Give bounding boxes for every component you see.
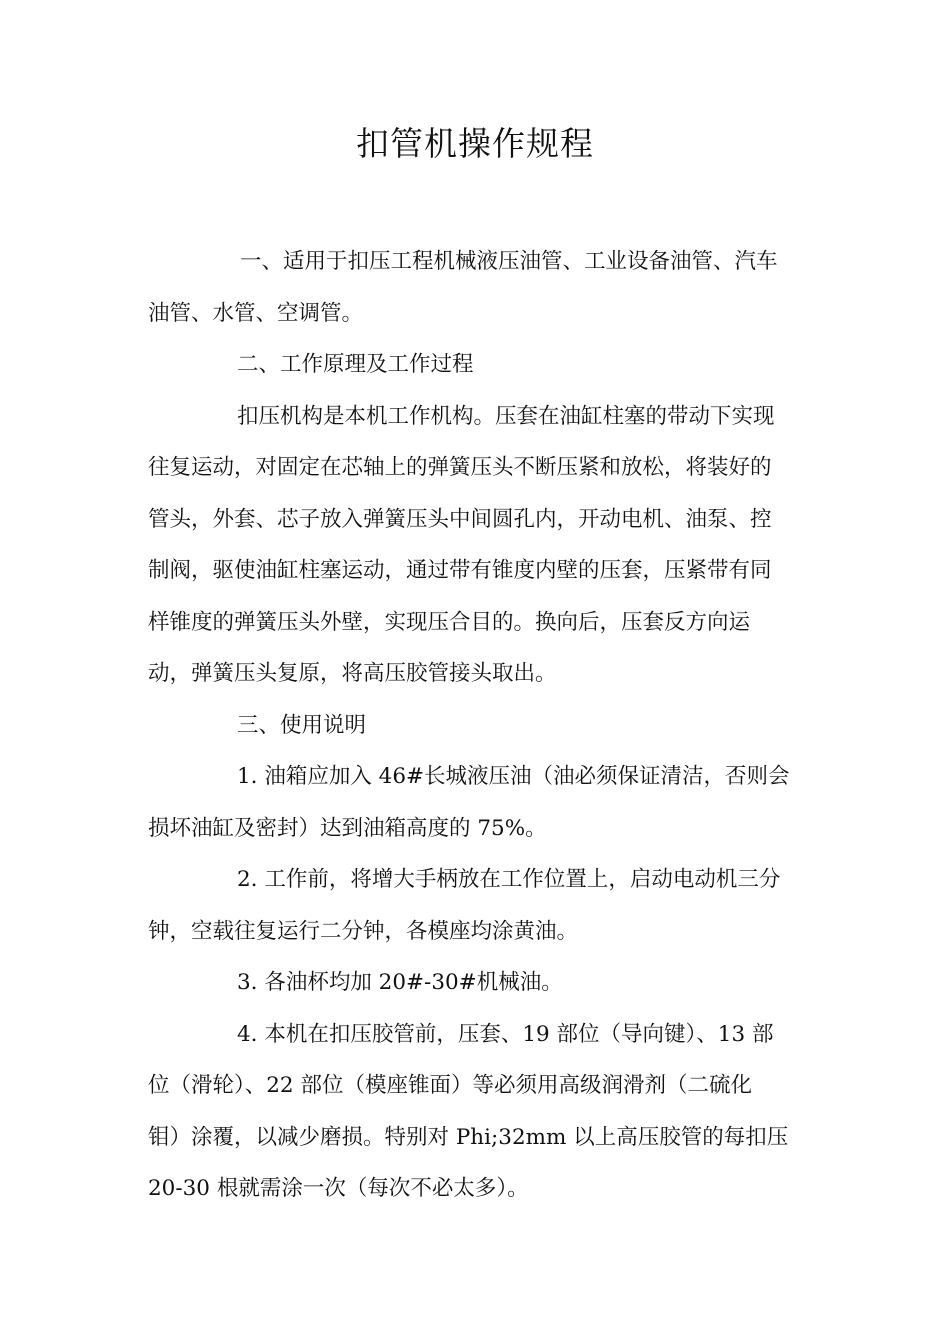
paragraph-line: 扣压机构是本机工作机构。压套在油缸柱塞的带动下实现 xyxy=(237,403,775,429)
list-item-line: 损坏油缸及密封）达到油箱高度的 75%。 xyxy=(148,815,547,841)
section-heading: 三、使用说明 xyxy=(237,712,367,738)
document-body xyxy=(148,236,808,1215)
list-item-line: 4. 本机在扣压胶管前，压套、19 部位（导向键）、13 部 xyxy=(237,1021,774,1047)
list-item-line: 钼）涂覆，以减少磨损。特别对 Phi;32mm 以上高压胶管的每扣压 xyxy=(148,1124,789,1150)
list-item-line: 1. 油箱应加入 46#长城液压油（油必须保证清洁，否则会 xyxy=(237,764,790,789)
paragraph-line: 油管、水管、空调管。 xyxy=(148,300,364,326)
document-title: 扣管机操作规程 xyxy=(356,124,594,163)
list-item-line: 钟，空载往复运行二分钟，各模座均涂黄油。 xyxy=(148,918,579,944)
paragraph-line: 往复运动，对固定在芯轴上的弹簧压头不断压紧和放松，将装好的 xyxy=(148,455,772,480)
paragraph-line: 样锥度的弹簧压头外壁，实现压合目的。换向后，压套反方向运 xyxy=(148,609,751,635)
paragraph-line: 制阀，驱使油缸柱塞运动，通过带有锥度内壁的压套，压紧带有同 xyxy=(148,558,772,583)
paragraph-line: 管头，外套、芯子放入弹簧压头中间圆孔内，开动电机、油泵、控 xyxy=(148,506,772,532)
list-item-line: 20-30 根就需涂一次（每次不必太多）。 xyxy=(148,1176,529,1201)
list-item-line: 2. 工作前，将增大手柄放在工作位置上，启动电动机三分 xyxy=(237,867,781,892)
section-heading: 二、工作原理及工作过程 xyxy=(237,352,474,377)
list-item-line: 3. 各油杯均加 20#-30#机械油。 xyxy=(237,970,563,995)
paragraph-line: 动，弹簧压头复原，将高压胶管接头取出。 xyxy=(148,661,557,686)
paragraph-line: 一、适用于扣压工程机械液压油管、工业设备油管、汽车 xyxy=(240,249,778,274)
list-item-line: 位（滑轮）、22 部位（模座锥面）等必须用高级润滑剂（二硫化 xyxy=(148,1073,752,1098)
